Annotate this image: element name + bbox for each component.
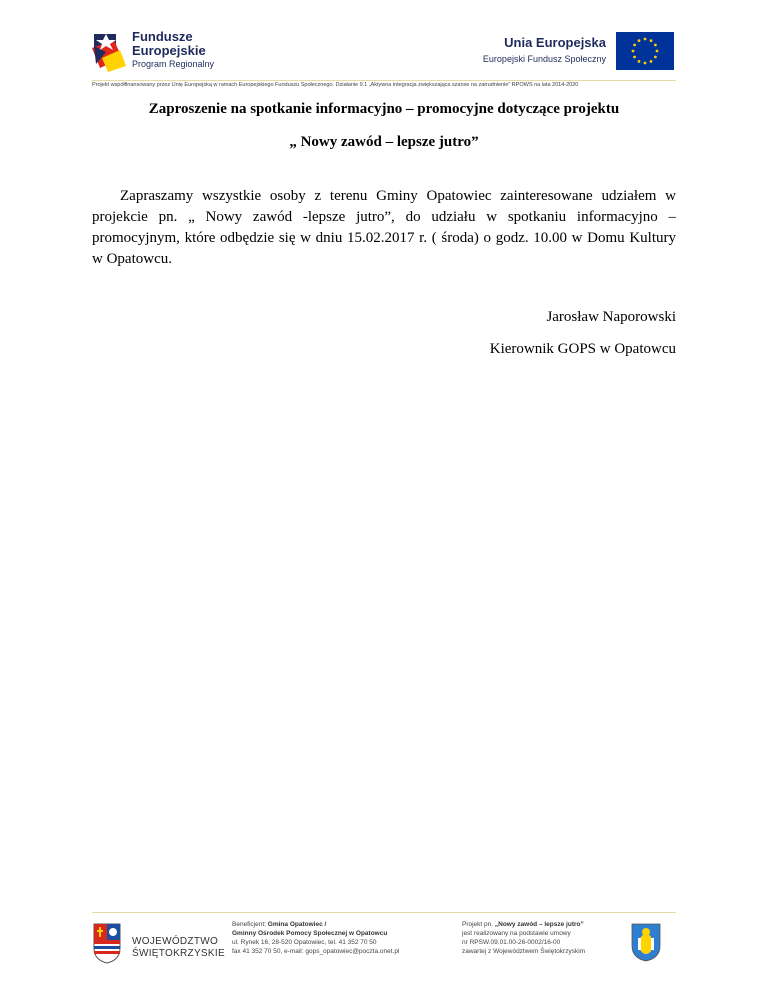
ue-logo-text [483,35,606,64]
eu-star-icon [644,62,647,65]
beneficiary-block [232,920,399,956]
ue-logo-line2: Europejski Fundusz Społeczny [482,54,606,64]
eu-star-icon [656,50,659,53]
eu-star-icon [632,50,635,53]
opatowiec-coat-of-arms-icon [630,922,662,962]
eu-star-icon [638,60,641,63]
project-name: „Nowy zawód – lepsze jutro” [494,921,584,928]
region-name [132,936,225,960]
document-title: Zaproszenie na spotkanie informacyjno – promocyjne dotyczące projektu [148,101,620,117]
project-info-block [462,920,585,956]
signature-role: Kierownik GOPS w Opatowcu [489,341,676,357]
fe-logo-line1: Fundusze [132,29,193,44]
signature-name: Jarosław Naporowski [546,309,676,325]
beneficiary-name2: Gminny Ośrodek Pomocy Społecznej w Opatowcu [232,930,388,937]
eu-star-icon [654,44,657,47]
fe-logo-line2: Europejskie [132,43,206,58]
project-line3: nr RPSW.09.01.00-26-0002/16-00 [462,939,561,946]
eu-flag-icon [616,32,674,70]
beneficiary-contact: fax 41 352 70 50, e-mail: gops_opatowiec@poczta.onet.pl [232,948,400,955]
eu-star-icon [650,60,653,63]
region-line2: ŚWIĘTOKRZYSKIE [132,948,225,959]
project-line2: jest realizowany na podstawie umowy [462,930,571,937]
eu-star-icon [650,39,653,42]
beneficiary-address: ul. Rynek 16, 28-520 Opatowiec, tel. 41 352 70 50 [232,939,377,946]
swietokrzyskie-coat-of-arms-icon [92,922,122,964]
project-line4: zawartej z Województwem Świętokrzyskim [462,948,586,955]
project-name-heading: „ Nowy zawód – lepsze jutro” [289,134,479,150]
eu-star-icon [633,44,636,47]
eu-star-icon [638,39,641,42]
footer-divider [92,912,676,913]
invitation-paragraph: Zapraszamy wszystkie osoby z terenu Gminy Opatowiec zainteresowane udziałem w projekcie pn. „ Nowy zawód -lepsze jutro”, do udziału w spotkaniu informacyjno – promocyjnym, które odbędzie się w dniu 15.02.2017 r. ( środa) o godz. 10.00 w Domu Kultury w Opatowcu. [92,188,676,267]
fe-logo-text [132,30,214,69]
region-line1: WOJEWÓDZTWO [132,936,219,947]
beneficiary-label: Beneficjent: [232,921,268,928]
fe-logo-line3: Program Regionalny [132,59,215,69]
eu-star-icon [644,38,647,41]
funding-note: Projekt współfinansowany przez Unię Europejską w ramach Europejskiego Funduszu Społecznego. Działanie 9.1 „Aktywna integracja zwiększająca szanse na zatrudnienie” RPOWS na lata 2014-2020 [92,82,579,88]
project-label: Projekt pn. [462,921,495,928]
ue-logo-line1: Unia Europejska [504,35,606,50]
eu-star-icon [654,56,657,59]
header-divider [92,80,676,81]
eu-star-icon [633,56,636,59]
fundusze-europejskie-logo-icon [92,28,132,74]
beneficiary-name1: Gmina Opatowiec / [267,921,327,928]
